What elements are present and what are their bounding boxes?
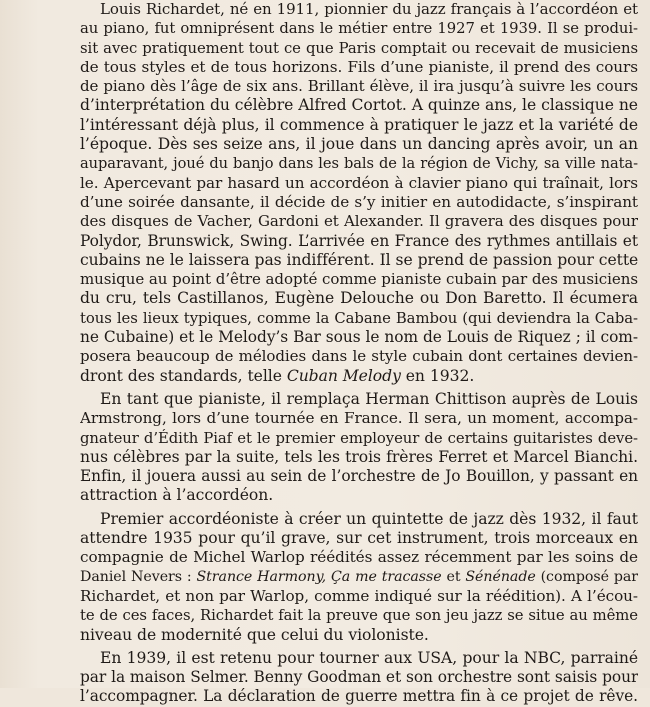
song-title: Cuban Melody	[286, 366, 401, 385]
text-line: d’interprétation du célèbre Alfred Cortot. A quinze ans, le classique ne	[80, 96, 638, 115]
text-line: au piano, fut omniprésent dans le métier entre 1927 et 1939. Il se produi-	[80, 20, 638, 38]
text-line: attendre 1935 pour qu’il grave, sur cet instrument, trois morceaux en	[80, 529, 638, 548]
text-run: dront des standards, telle	[80, 366, 287, 385]
text-line: de tous styles et de tous horizons. Fils d’une pianiste, il prend des cours	[80, 57, 638, 76]
text-line: En 1939, il est retenu pour tourner aux USA, pour la NBC, parrainé	[100, 648, 638, 667]
text-line: Armstrong, lors d’une tournée en France. Il sera, un moment, accompa-	[80, 409, 638, 428]
paragraph-1	[80, 0, 638, 386]
text-line: En tant que pianiste, il remplaça Herman Chittison auprès de Louis	[100, 389, 638, 408]
text-run: en 1932.	[400, 366, 475, 385]
text-line: posera beaucoup de mélodies dans le style cubain dont certaines devien-	[80, 347, 638, 366]
text-line: des disques de Vacher, Gardoni et Alexander. Il gravera des disques pour	[80, 212, 638, 231]
text-line: du cru, tels Castillanos, Eugène Delouche ou Don Baretto. Il écumera	[80, 289, 638, 308]
text-line: gnateur d’Édith Piaf et le premier employeur de certains guitaristes deve-	[80, 429, 638, 447]
text-line: Polydor, Brunswick, Swing. L’arrivée en France des rythmes antillais et	[80, 231, 638, 250]
song-title: Sénénade	[465, 568, 536, 585]
text-line: nus célèbres par la suite, tels les trois frères Ferret et Marcel Bianchi.	[80, 447, 638, 466]
text-line: l’intéressant déjà plus, il commence à pratiquer le jazz et la variété de	[80, 115, 638, 134]
paragraph-2	[80, 390, 638, 506]
text-line: ne Cubaine) et le Melody’s Bar sous le nom de Louis de Riquez ; il com-	[80, 328, 638, 347]
text-line: Louis Richardet, né en 1911, pionnier du jazz français à l’accordéon et	[100, 0, 638, 18]
text-line: te de ces faces, Richardet fait la preuve que son jeu jazz se situe au même	[80, 607, 638, 625]
text-line: d’une soirée dansante, il décide de s’y initier en autodidacte, s’inspirant	[80, 192, 638, 211]
text-line: sit avec pratiquement tout ce que Paris comptait ou recevait de musiciens	[80, 39, 638, 57]
text-line: musique au point d’être adopté comme pianiste cubain par des musiciens	[80, 270, 638, 289]
text-line: Enfin, il jouera aussi au sein de l’orchestre de Jo Bouillon, y passant en	[80, 467, 638, 486]
text-line: cubains ne le laissera pas indifférent. Il se prend de passion pour cette	[80, 250, 638, 269]
text-line: tous les lieux typiques, comme la Cabane Bambou (qui deviendra la Caba-	[80, 309, 638, 327]
text-line: l’époque. Dès ses seize ans, il joue dans un dancing après avoir, un an	[80, 135, 638, 154]
text-line: Richardet, et non par Warlop, comme indiqué sur la réédition). A l’écou-	[80, 586, 638, 605]
text-run: Daniel Nevers :	[80, 568, 197, 585]
body-text	[80, 0, 638, 707]
text-run: (composé par	[535, 568, 638, 585]
song-titles: Strance Harmony, Ça me tracasse	[196, 568, 442, 585]
text-run: et	[441, 568, 466, 585]
text-line	[80, 367, 638, 386]
paragraph-4	[80, 649, 638, 707]
text-line	[80, 568, 638, 587]
text-line: par la maison Selmer. Benny Goodman et son orchestre sont saisis pour	[80, 668, 638, 687]
text-line: Premier accordéoniste à créer un quintette de jazz dès 1932, il faut	[100, 509, 638, 528]
text-line: niveau de modernité que celui du violoniste.	[80, 625, 429, 644]
paragraph-3	[80, 510, 638, 645]
text-line: le. Apercevant par hasard un accordéon à clavier piano qui traînait, lors	[80, 173, 638, 192]
text-line: attraction à l’accordéon.	[80, 486, 274, 505]
text-line: de piano dès l’âge de six ans. Brillant élève, il ira jusqu’à suivre les cours	[80, 77, 638, 96]
text-line: l’accompagner. La déclaration de guerre mettra fin à ce projet de rêve.	[80, 687, 638, 706]
text-line: auparavant, joué du banjo dans les bals de la région de Vichy, sa ville nata-	[80, 155, 638, 173]
text-line: compagnie de Michel Warlop réédités assez récemment par les soins de	[80, 548, 638, 567]
